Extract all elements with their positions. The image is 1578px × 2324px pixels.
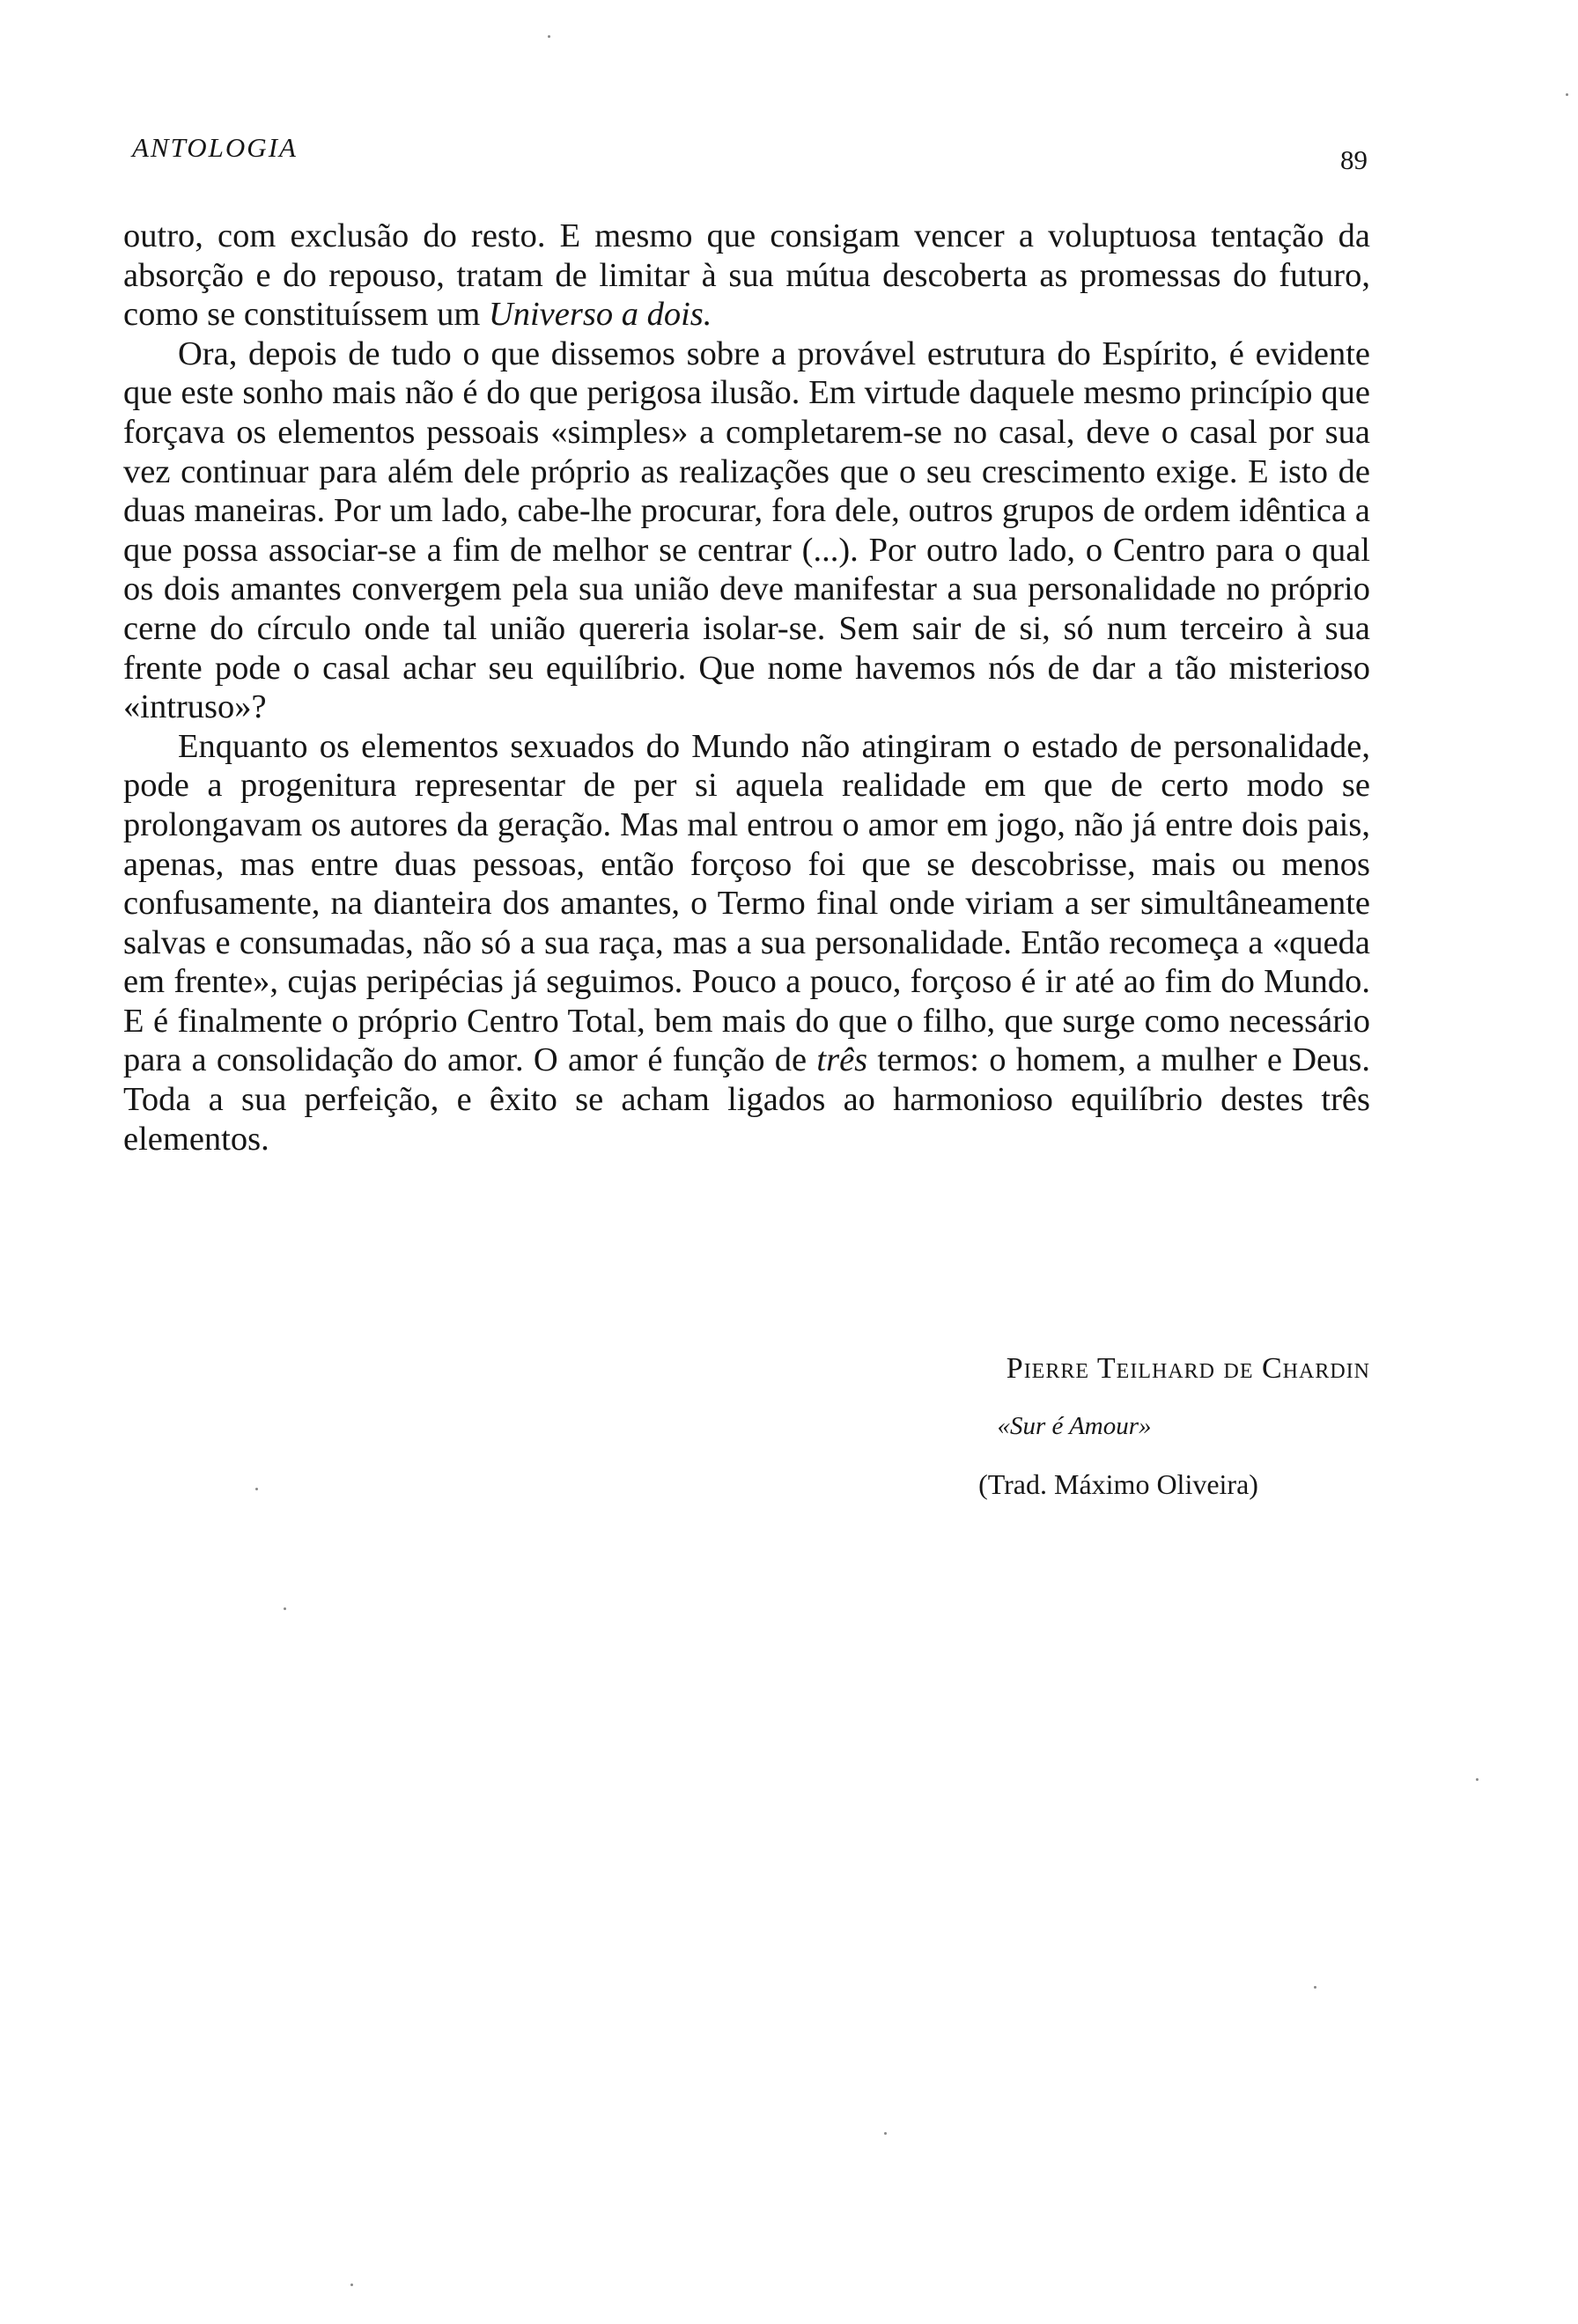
scan-speck bbox=[548, 35, 550, 38]
body-text bbox=[123, 217, 1370, 1158]
paragraph-3 bbox=[123, 727, 1370, 1159]
author-signature: Pierre Teilhard de Chardin bbox=[1006, 1352, 1370, 1385]
scan-speck bbox=[1314, 1986, 1316, 1989]
paragraph-1-text: outro, com exclusão do resto. E mesmo que consigam vencer a voluptuosa tentação da absorção e do repouso, tratam de limitar à sua mútua descoberta as promessas do futuro, como se constituíssem um bbox=[123, 217, 1370, 334]
paragraph-3-text-end: termos: o homem, a mulher e Deus. Toda a sua perfeição, e êxito se acham ligados ao harmonioso equilíbrio destes três elementos. bbox=[123, 1041, 1370, 1158]
page-number: 89 bbox=[1340, 144, 1368, 175]
source-work-title: «Sur é Amour» bbox=[997, 1412, 1152, 1440]
scan-speck bbox=[284, 1607, 286, 1610]
paragraph-2: Ora, depois de tudo o que dissemos sobre a provável estrutura do Espírito, é evidente que este sonho mais não é do que perigosa ilusão. Em virtude daquele mesmo princípio que forçava os elementos pessoais «simples» a completarem-se no casal, deve o casal por sua vez continuar para além dele próprio as realizações que o seu crescimento exige. E isto de duas maneiras. Por um lado, cabe-lhe procurar, fora dele, outros grupos de ordem idêntica a que possa associar-se a fim de melhor se centrar (...). Por outro lado, o Centro para o qual os dois amantes convergem pela sua união deve manifestar a sua personalidade no próprio cerne do círculo onde tal união quereria isolar-se. Sem sair de si, só num terceiro à sua frente pode o casal achar seu equilíbrio. Que nome havemos nós de dar a tão misterioso «intruso»? bbox=[123, 335, 1370, 726]
paragraph-1-italic: Universo a dois. bbox=[488, 296, 712, 334]
scan-speck bbox=[350, 2284, 353, 2286]
scan-speck bbox=[1476, 1778, 1478, 1781]
paragraph-1 bbox=[123, 217, 1370, 335]
running-head: ANTOLOGIA bbox=[132, 132, 298, 163]
scan-speck bbox=[1566, 93, 1568, 96]
paragraph-3-italic: três bbox=[816, 1041, 868, 1079]
scan-speck bbox=[884, 2132, 887, 2135]
translator-credit: (Trad. Máximo Oliveira) bbox=[978, 1468, 1258, 1500]
scan-speck bbox=[255, 1488, 258, 1490]
paragraph-3-text-start: Enquanto os elementos sexuados do Mundo não atingiram o estado de personalidade, pode a progenitura representar de per si aquela realidade em que de certo modo se prolongavam os autores da geração. Mas mal entrou o amor em jogo, não já entre dois pais, apenas, mas entre duas pessoas, então forçoso foi que se descobrisse, mais ou menos confusamente, na dianteira dos amantes, o Termo final onde viriam a ser simultâneamente salvas e consumadas, não só a sua raça, mas a sua personalidade. Então recomeça a «queda em frente», cujas peripécias já seguimos. Pouco a pouco, forçoso é ir até ao fim do Mundo. E é finalmente o próprio Centro Total, bem mais do que o filho, que surge como necessário para a consolidação do amor. O amor é função de bbox=[123, 727, 1370, 1079]
